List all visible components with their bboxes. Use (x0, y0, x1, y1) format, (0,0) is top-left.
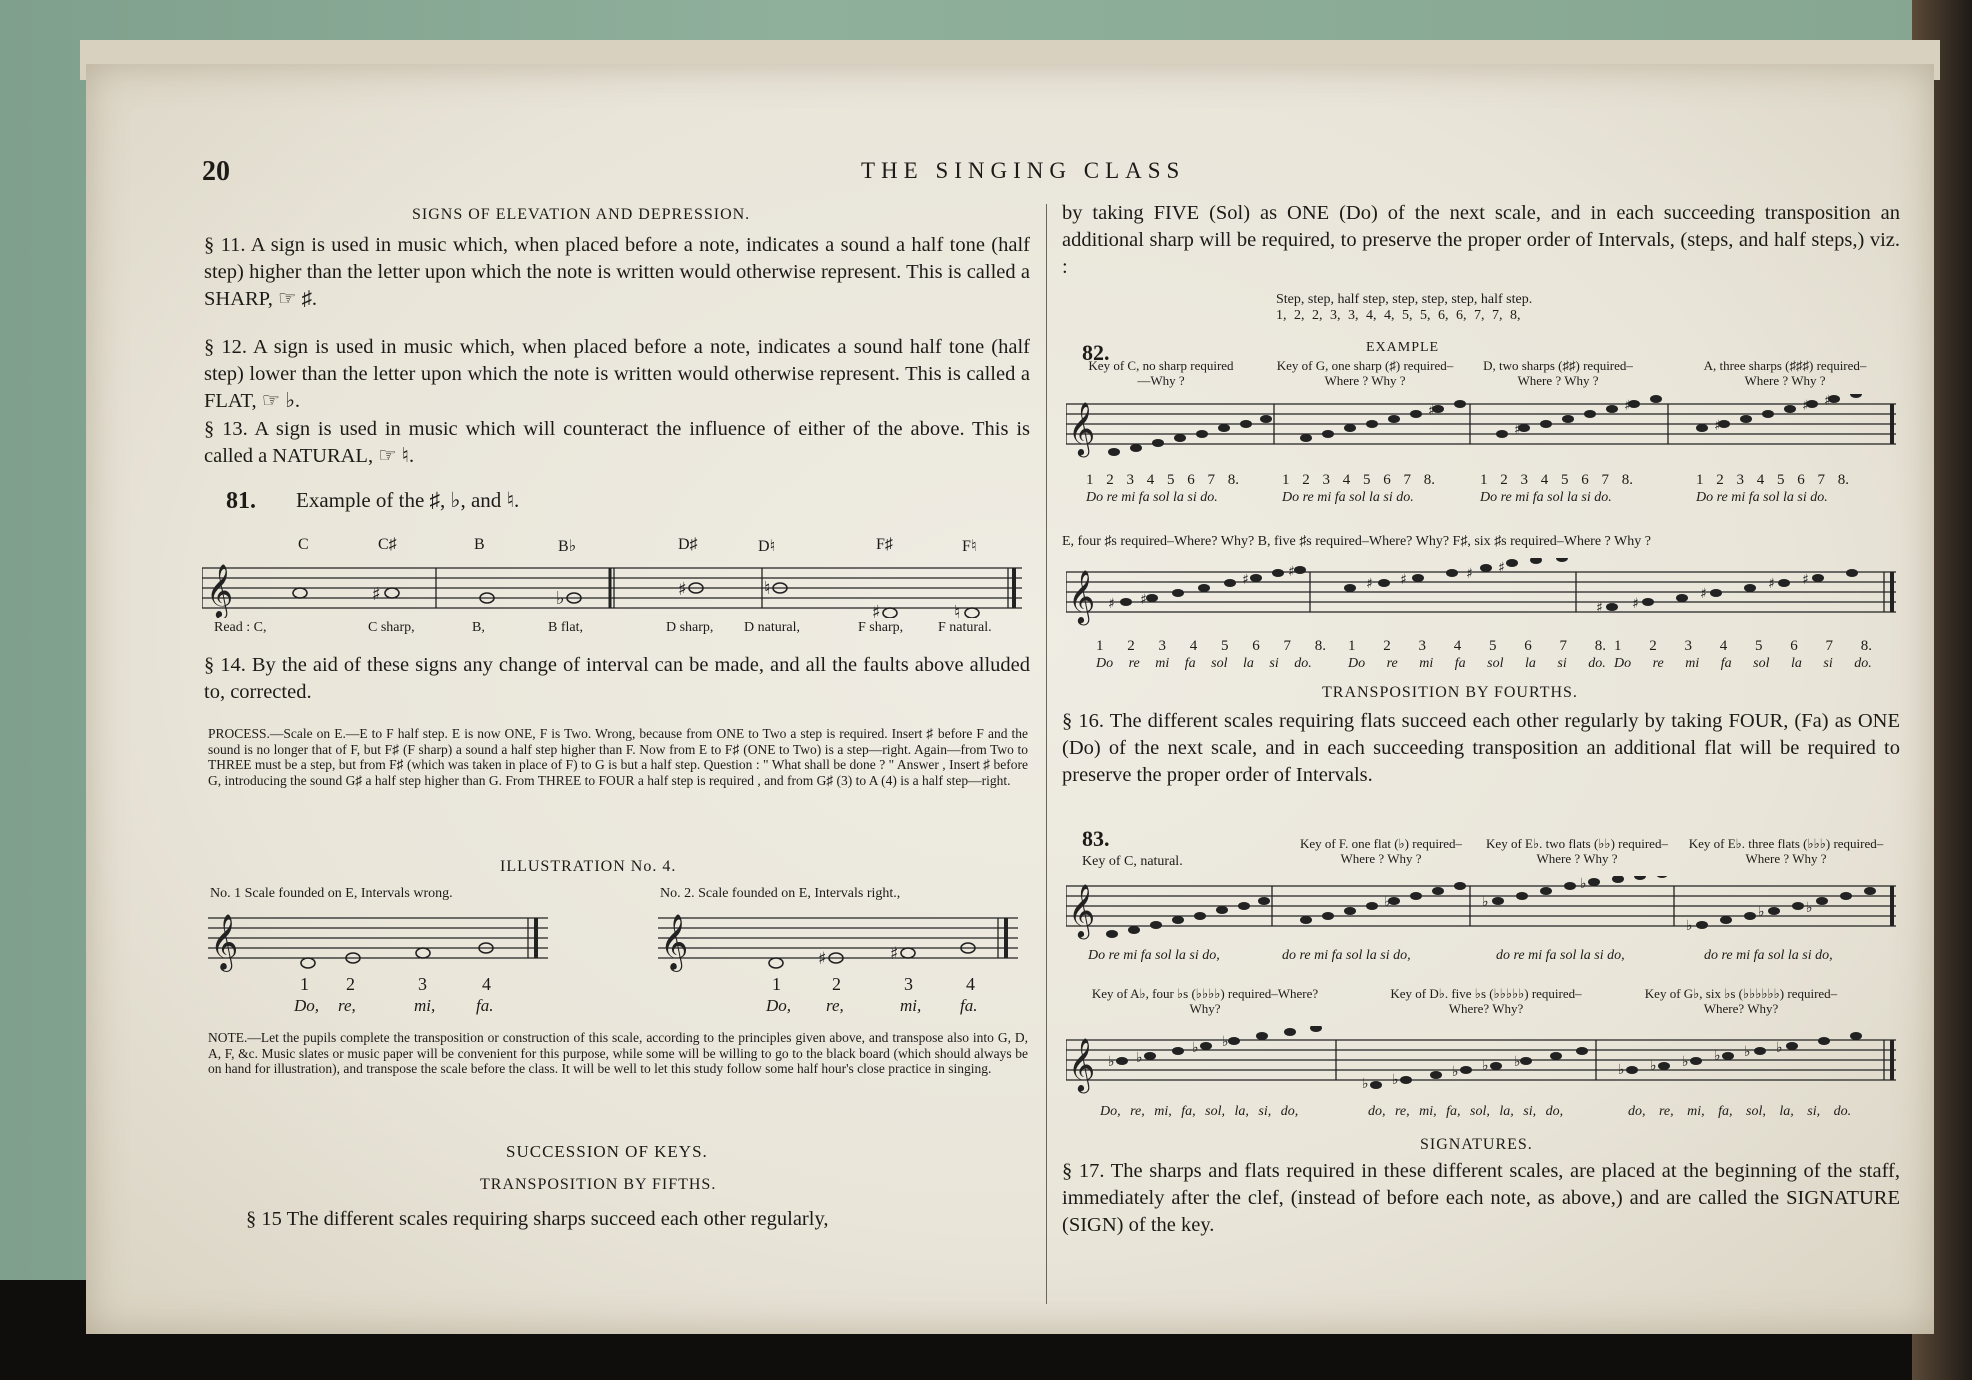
paragraph-14: § 14. By the aid of these signs any change of interval can be made, and all the faults above alluded to, corrected. (204, 654, 1030, 703)
svg-text:♭: ♭ (1482, 894, 1489, 910)
example-81-staff (202, 558, 1032, 618)
svg-text:♭: ♭ (1392, 1072, 1399, 1088)
example-82-nums-2: 1 2 3 4 5 6 7 8. (1282, 472, 1435, 488)
example-82-key-c: Key of C, no sharp required—Why ? (1088, 358, 1234, 388)
svg-text:♭: ♭ (1744, 1044, 1751, 1060)
svg-text:♯: ♯ (1242, 572, 1249, 588)
svg-text:♭: ♭ (1108, 1054, 1115, 1070)
example-82-row2-syl-3: Do re mi fa sol la si do. (1614, 656, 1872, 671)
steps-line-2: 1, 2, 2, 3, 3, 4, 4, 5, 5, 6, 6, 7, 7, 8, (1276, 308, 1521, 323)
paragraph-16: § 16. The different scales requiring flats succeed each other regularly by taking FOUR, (Fa) as ONE (Do) of the next scale, and in each succeeding transposition an additional flat will be required to preserve the proper order of Intervals. (1062, 710, 1900, 786)
example-82-row2-nums-2: 1 2 3 4 5 6 7 8. (1348, 638, 1606, 654)
svg-text:♯: ♯ (678, 579, 687, 600)
svg-text:♮: ♮ (954, 602, 961, 618)
svg-text:♯: ♯ (1632, 596, 1639, 612)
svg-text:♭: ♭ (1776, 1040, 1783, 1056)
svg-text:♯: ♯ (1428, 403, 1435, 419)
illustration-4-staves (208, 904, 1038, 974)
book-page (86, 64, 1934, 1334)
example-83-syl-2: do re mi fa sol la si do, (1282, 948, 1411, 963)
syllable: re, (826, 996, 844, 1015)
section-succession-of-keys: SUCCESSION OF KEYS. (506, 1142, 708, 1161)
example-83-staff-2 (1066, 1026, 1906, 1096)
svg-text:𝄞: 𝄞 (1068, 401, 1096, 455)
process-paragraph: PROCESS.—Scale on E.—E to F half step. E is now ONE, F is Two. Wrong, because from ONE to Two a step is required. Insert ♯ before F and the sound is no longer that of F, but F♯ (F sharp) a sound a half step higher than F. Now from E to F♯ (ONE to Two) is a step—right. Again—from Two to THREE must be a step, but from F♯ (which was taken in place of F) to G is but a half step. Question : " What shall be done ? " Answer , Insert ♯ before G, introducing the sound G♯ a half step higher than G. From THREE to FOUR a half step is required , and from G♯ (3) to A (4) is a half step—right. (208, 726, 1028, 788)
note-label: B (474, 536, 485, 553)
example-82-row2-syl-2: Do re mi fa sol la si do. (1348, 656, 1606, 671)
example-83-syl-1: Do re mi fa sol la si do, (1088, 948, 1220, 963)
example-83-key-f: Key of F. one flat (♭) required–Where ? Why ? (1299, 836, 1463, 866)
example-83-key-c: Key of C, natural. (1082, 854, 1183, 869)
svg-text:♭: ♭ (1136, 1050, 1143, 1066)
example-82-key-d: D, two sharps (♯♯) required–Where ? Why ? (1483, 358, 1633, 388)
example-82-row2-caption: E, four ♯s required–Where? Why? B, five ♯s required–Where? Why? F♯, six ♯s required–Where ? Why ? (1062, 534, 1651, 549)
paragraph-13: § 13. A sign is used in music which will counteract the influence of either of the above. This is called a NATURAL, ☞ ♮. (204, 418, 1030, 467)
scale-degree: 3 (418, 974, 427, 994)
example-83-key-e-flat-3: Key of E♭. three flats (♭♭♭) required–Where ? Why ? (1688, 836, 1884, 866)
svg-text:♯: ♯ (1714, 418, 1721, 434)
svg-text:♯: ♯ (372, 584, 381, 605)
note-label: D♮ (758, 538, 776, 555)
example-83-key-d-flat: Key of D♭. five ♭s (♭♭♭♭♭) required–Where? Why? (1390, 986, 1582, 1016)
read-label: D sharp, (666, 620, 714, 635)
paragraph-15: § 15 The different scales requiring sharps succeed each other regularly, (246, 1208, 829, 1230)
svg-text:♯: ♯ (872, 602, 881, 618)
syllable: mi, (900, 996, 922, 1015)
svg-text:♯: ♯ (1514, 422, 1521, 438)
svg-text:♭: ♭ (1192, 1040, 1199, 1056)
svg-text:♭: ♭ (1222, 1034, 1229, 1050)
svg-text:♭: ♭ (1650, 1058, 1657, 1074)
read-label: B flat, (548, 620, 583, 635)
syllable: mi, (414, 996, 436, 1015)
scale-degree: 3 (904, 974, 913, 994)
note-label: C (298, 536, 309, 553)
svg-text:𝄞: 𝄞 (1068, 569, 1096, 623)
section-title-signs: SIGNS OF ELEVATION AND DEPRESSION. (412, 206, 751, 223)
example-83-key-g-flat: Key of G♭, six ♭s (♭♭♭♭♭♭) required–Where? Why? (1644, 986, 1838, 1016)
svg-text:♯: ♯ (1400, 572, 1407, 588)
read-label: C sharp, (368, 620, 415, 635)
svg-text:♭: ♭ (1482, 1058, 1489, 1074)
note-label: D♯ (678, 536, 698, 553)
svg-text:♭: ♭ (1686, 918, 1693, 934)
paragraph-15-continued: by taking FIVE (Sol) as ONE (Do) of the next scale, and in each succeeding transposition an additional sharp will be required, to preserve the proper order of Intervals, (steps, and half steps,) viz. : (1062, 202, 1900, 278)
svg-text:♭: ♭ (1514, 1054, 1521, 1070)
svg-text:♯: ♯ (1140, 592, 1147, 608)
example-82-syl-1: Do re mi fa sol la si do. (1086, 490, 1218, 505)
svg-text:♯: ♯ (1498, 560, 1505, 576)
example-83-key-a-flat: Key of A♭, four ♭s (♭♭♭♭) required–Where? Why? (1091, 986, 1319, 1016)
example-82-row2-nums-3: 1 2 3 4 5 6 7 8. (1614, 638, 1872, 654)
syllable: fa. (960, 996, 978, 1015)
syllable: Do, (294, 996, 320, 1015)
svg-text:♭: ♭ (1362, 1076, 1369, 1092)
page-number: 20 (202, 156, 230, 187)
example-label: EXAMPLE (1366, 340, 1440, 355)
example-82-nums-4: 1 2 3 4 5 6 7 8. (1696, 472, 1849, 488)
syllable: fa. (476, 996, 494, 1015)
note-label: F♮ (962, 538, 977, 555)
svg-text:♯: ♯ (1768, 576, 1775, 592)
example-82-key-g: Key of G, one sharp (♯) required–Where ? Why ? (1276, 358, 1454, 388)
svg-text:𝄞: 𝄞 (1068, 1037, 1096, 1091)
svg-text:♭: ♭ (1682, 1054, 1689, 1070)
illustration-4-title: ILLUSTRATION No. 4. (500, 858, 677, 875)
steps-line-1: Step, step, half step, step, step, step, half step. (1276, 292, 1533, 307)
example-82-staff-1 (1066, 394, 1906, 464)
read-label: Read : C, (214, 620, 267, 635)
svg-text:♯: ♯ (1700, 586, 1707, 602)
scale-degree: 2 (346, 974, 355, 994)
example-83-key-e-flat-2: Key of E♭. two flats (♭♭) required–Where ? Why ? (1486, 836, 1668, 866)
example-82-staff-2 (1066, 558, 1906, 628)
paragraph-17: § 17. The sharps and flats required in these different scales, are placed at the beginning of the staff, immediately after the clef, (instead of before each note, as above,) and are called the SIGNATURE (SIGN) of the key. (1062, 1160, 1900, 1236)
syllable: re, (338, 996, 356, 1015)
example-83-row2-syl-3: do, re, mi, fa, sol, la, si, do. (1628, 1104, 1852, 1119)
note-label: C♯ (378, 536, 397, 553)
note-label: F♯ (876, 536, 893, 553)
svg-text:♯: ♯ (818, 949, 827, 969)
svg-text:♯: ♯ (1366, 576, 1373, 592)
scale-degree: 4 (966, 974, 975, 994)
svg-text:♯: ♯ (1624, 398, 1631, 414)
example-83-syl-3: do re mi fa sol la si do, (1496, 948, 1625, 963)
syllable: Do, (766, 996, 792, 1015)
svg-text:𝄞: 𝄞 (206, 563, 234, 617)
example-82-row2-syl-1: Do re mi fa sol la si do. (1096, 656, 1312, 671)
read-label: F sharp, (858, 620, 904, 635)
svg-text:♭: ♭ (1714, 1048, 1721, 1064)
svg-text:♭: ♭ (1384, 894, 1391, 910)
svg-text:♯: ♯ (1824, 394, 1831, 409)
section-signatures: SIGNATURES. (1420, 1136, 1533, 1153)
svg-text:𝄞: 𝄞 (210, 914, 239, 970)
svg-text:♭: ♭ (1580, 876, 1587, 892)
example-81-title: Example of the ♯, ♭, and ♮. (296, 488, 520, 512)
paragraph-11: § 11. A sign is used in music which, when placed before a note, indicates a sound a half tone (half step) higher than the letter upon which the note is written would otherwise represent. This is called a SHARP, ☞ ♯. (204, 234, 1030, 310)
scale-degree: 2 (832, 974, 841, 994)
svg-text:♭: ♭ (1758, 904, 1765, 920)
read-label: F natural. (938, 620, 992, 635)
example-83-number: 83. (1082, 826, 1110, 851)
svg-text:𝄞: 𝄞 (660, 914, 689, 970)
example-82-key-a: A, three sharps (♯♯♯) required–Where ? Why ? (1703, 358, 1867, 388)
running-title: THE SINGING CLASS (861, 158, 1186, 183)
svg-text:♭: ♭ (556, 588, 565, 609)
svg-text:♭: ♭ (1618, 1062, 1625, 1078)
illustration-4-caption-2: No. 2. Scale founded on E, Intervals right., (660, 886, 901, 901)
svg-text:♯: ♯ (1466, 566, 1473, 582)
svg-text:♯: ♯ (890, 944, 899, 964)
section-transposition-fifths: TRANSPOSITION BY FIFTHS. (480, 1176, 717, 1193)
svg-text:♯: ♯ (1596, 600, 1603, 616)
svg-text:♯: ♯ (1802, 572, 1809, 588)
example-82-syl-2: Do re mi fa sol la si do. (1282, 490, 1414, 505)
example-83-staff-1 (1066, 876, 1906, 946)
section-transposition-fourths: TRANSPOSITION BY FOURTHS. (1322, 684, 1578, 701)
svg-text:♯: ♯ (1802, 398, 1809, 414)
scale-degree: 1 (300, 974, 309, 994)
note-paragraph: NOTE.—Let the pupils complete the transposition or construction of this scale, according to the principles given above, and transpose also into G, D, A, F, &c. Music slates or music paper will be convenient for this purpose, while some will be willing to go to the black board (which should always be on hand for illustration), and transpose the scale before the class. It will be well to let this study follow some half hour's close practice in singing. (208, 1030, 1028, 1076)
example-82-nums-1: 1 2 3 4 5 6 7 8. (1086, 472, 1239, 488)
example-82-syl-4: Do re mi fa sol la si do. (1696, 490, 1828, 505)
example-82-row2-nums-1: 1 2 3 4 5 6 7 8. (1096, 638, 1326, 654)
example-82-syl-3: Do re mi fa sol la si do. (1480, 490, 1612, 505)
paragraph-12: § 12. A sign is used in music which, when placed before a note, indicates a sound half tone (half step) lower than the letter upon which the note is written would otherwise represent. This is called a FLAT, ☞ ♭. (204, 336, 1030, 412)
example-81-number: 81. (226, 488, 256, 514)
svg-text:♮: ♮ (764, 578, 771, 599)
read-label: B, (472, 620, 485, 635)
example-82-nums-3: 1 2 3 4 5 6 7 8. (1480, 472, 1633, 488)
scale-degree: 1 (772, 974, 781, 994)
illustration-4-caption-1: No. 1 Scale founded on E, Intervals wrong. (210, 886, 453, 901)
example-83-syl-4: do re mi fa sol la si do, (1704, 948, 1833, 963)
example-83-row2-syl-2: do, re, mi, fa, sol, la, si, do, (1368, 1104, 1564, 1119)
svg-text:𝄞: 𝄞 (1068, 883, 1096, 937)
svg-text:♭: ♭ (1452, 1064, 1459, 1080)
example-83-row2-syl-1: Do, re, mi, fa, sol, la, si, do, (1100, 1104, 1299, 1119)
scale-degree: 4 (482, 974, 491, 994)
svg-text:♭: ♭ (1806, 900, 1813, 916)
read-label: D natural, (744, 620, 800, 635)
svg-text:♯: ♯ (1288, 564, 1295, 580)
svg-text:♯: ♯ (1108, 596, 1115, 612)
note-label: B♭ (558, 538, 577, 555)
column-divider (1046, 204, 1047, 1304)
example-82-number: 82. (1082, 340, 1110, 365)
